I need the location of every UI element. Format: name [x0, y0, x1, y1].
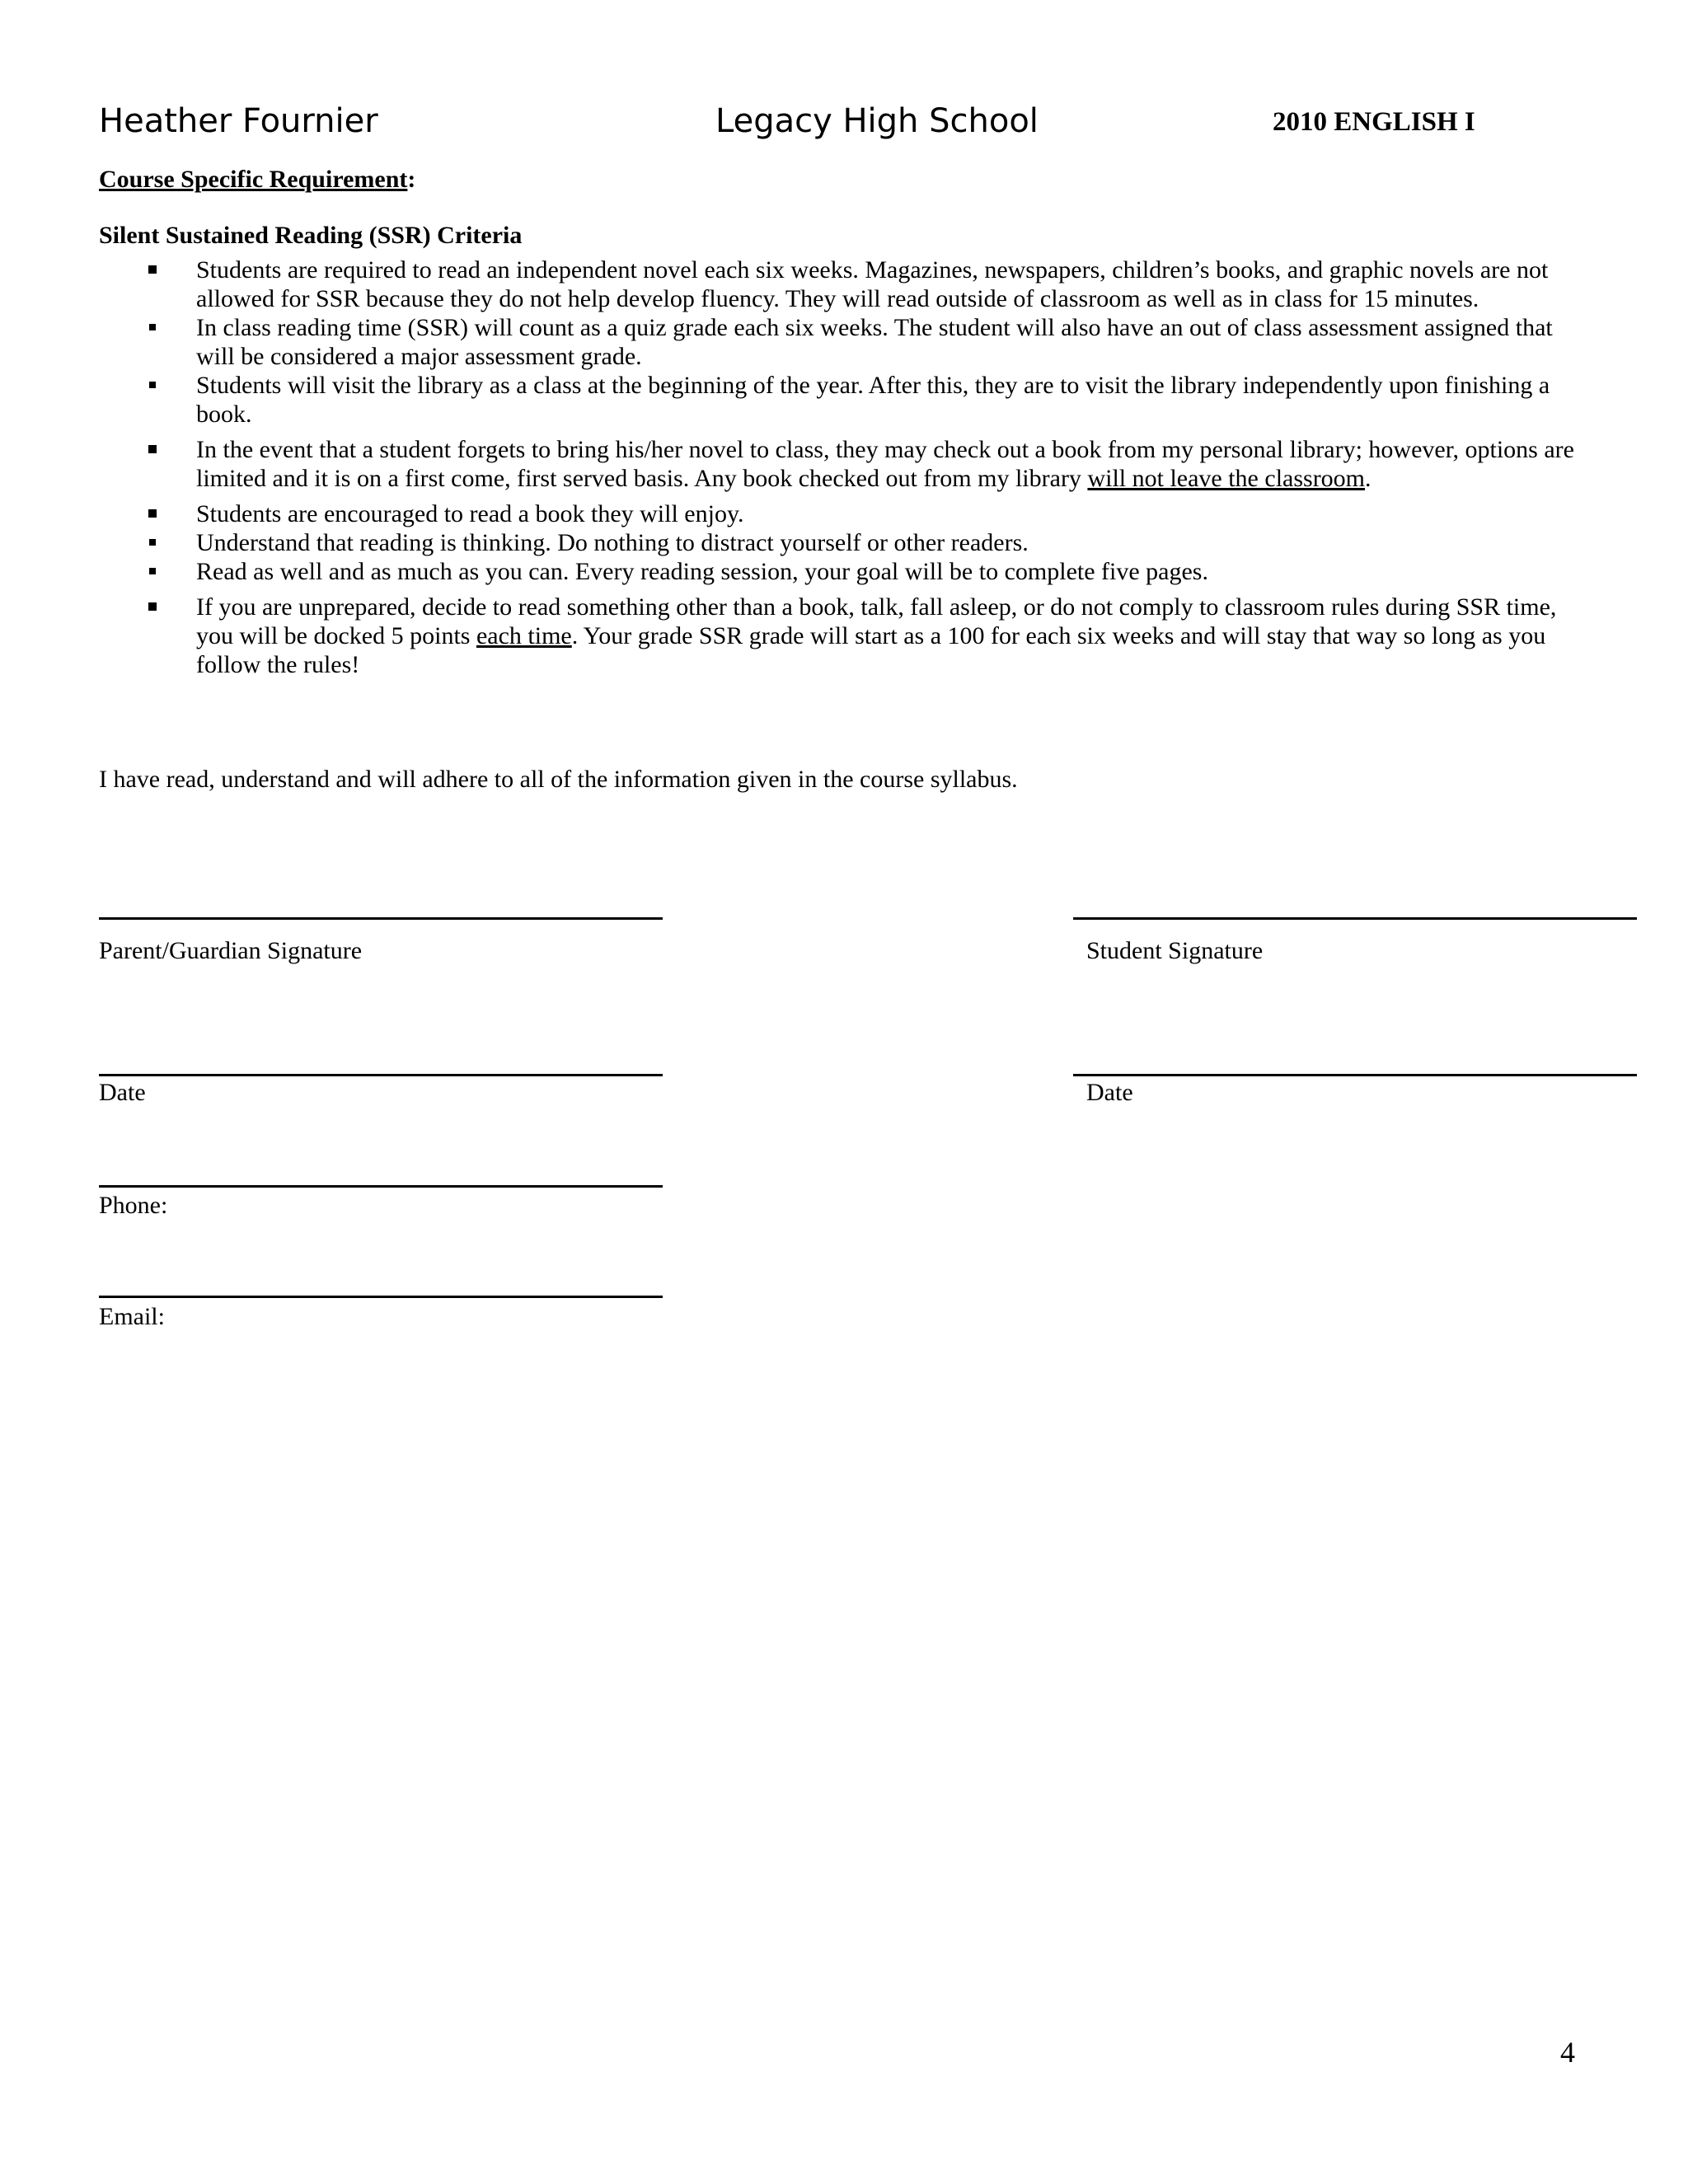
section-title-text: Course Specific Requirement — [99, 166, 408, 193]
email-label: Email: — [99, 1303, 165, 1330]
teacher-name: Heather Fournier — [99, 102, 378, 140]
course-title: 2010 ENGLISH I — [1273, 107, 1475, 137]
section-title-colon: : — [407, 166, 416, 193]
list-item — [99, 593, 1582, 679]
page-number: 4 — [1560, 2036, 1575, 2069]
bullet-text-start: If you are unprepared, decide to read something other than a book, talk, fall asleep, or do not comply to classroom rules during SSR time, you will be docked 5 points — [196, 593, 1557, 649]
section-subtitle: Silent Sustained Reading (SSR) Criteria — [99, 222, 523, 249]
bullet-square-icon — [148, 509, 157, 518]
bullet-square-icon — [149, 539, 156, 546]
bullet-text-underlined: each time — [476, 622, 572, 649]
ssr-criteria-list — [99, 255, 1582, 679]
bullet-square-icon — [149, 568, 156, 574]
student-signature-label: Student Signature — [1086, 937, 1264, 964]
phone-line[interactable] — [99, 1185, 663, 1188]
list-item — [99, 371, 1582, 429]
list-item — [99, 313, 1582, 371]
bullet-text: Students are required to read an independent novel each six weeks. Magazines, newspapers, children’s books, and graphic novels are not allowed for SSR because they do not help develop fluency. They will read outside of classroom as well as in class for 15 minutes. — [196, 256, 1549, 312]
list-item — [99, 435, 1582, 493]
list-item — [99, 528, 1582, 557]
school-name: Legacy High School — [715, 102, 1039, 140]
student-signature-line[interactable] — [1073, 917, 1637, 920]
agreement-statement: I have read, understand and will adhere to all of the information given in the course syllabus. — [99, 766, 1018, 793]
parent-signature-line[interactable] — [99, 917, 663, 920]
bullet-square-icon — [148, 445, 157, 453]
list-item — [99, 255, 1582, 313]
bullet-text: Read as well and as much as you can. Every reading session, your goal will be to complete five pages. — [196, 558, 1208, 585]
bullet-square-icon — [149, 324, 156, 330]
list-item — [99, 557, 1582, 586]
bullet-square-icon — [149, 382, 156, 388]
parent-date-label: Date — [99, 1079, 146, 1106]
student-date-line[interactable] — [1073, 1074, 1637, 1076]
list-item — [99, 499, 1582, 528]
email-line[interactable] — [99, 1296, 663, 1298]
section-title — [99, 163, 415, 196]
bullet-text: Understand that reading is thinking. Do nothing to distract yourself or other readers. — [196, 529, 1029, 556]
bullet-text: Students will visit the library as a class at the beginning of the year. After this, they are to visit the library independently upon finishing a book. — [196, 372, 1550, 428]
bullet-text-end: . Your grade SSR grade will start as a 100 for each six weeks and will stay that way so long as you follow the rules! — [196, 622, 1546, 678]
bullet-text-underlined: will not leave the classroom — [1087, 465, 1366, 492]
student-date-label: Date — [1086, 1079, 1133, 1106]
parent-signature-label: Parent/Guardian Signature — [99, 937, 363, 964]
bullet-square-icon — [148, 602, 157, 611]
bullet-text: In class reading time (SSR) will count as a quiz grade each six weeks. The student will also have an out of class assessment assigned that will be considered a major assessment grade. — [196, 314, 1553, 370]
parent-date-line[interactable] — [99, 1074, 663, 1076]
bullet-text: Students are encouraged to read a book they will enjoy. — [196, 500, 744, 527]
phone-label: Phone: — [99, 1192, 168, 1219]
bullet-text-start: In the event that a student forgets to bring his/her novel to class, they may check out a book from my personal library; however, options are limited and it is on a first come, first served basis. Any book checked out from my library — [196, 436, 1574, 492]
bullet-text-end: . — [1365, 465, 1372, 492]
bullet-square-icon — [148, 265, 157, 274]
